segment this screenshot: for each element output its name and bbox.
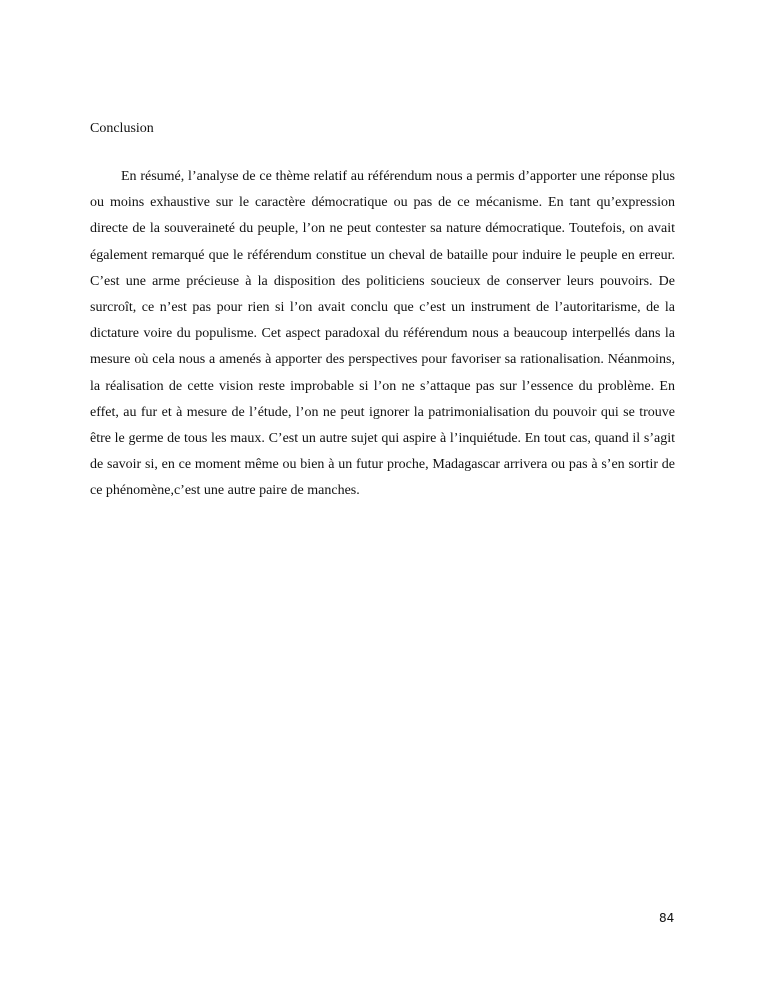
conclusion-paragraph: En résumé, l’analyse de ce thème relatif au référendum nous a permis d’apporter une réponse plus ou moins exhaustive sur le caractère démocratique ou pas de ce mécanisme. En tant qu’expression directe de la souveraineté du peuple, l’on ne peut contester sa nature démocratique. Toutefois, on avait également remarqué que le référendum constitue un cheval de bataille pour induire le peuple en erreur. C’est une arme précieuse à la disposition des politiciens soucieux de conserver leurs pouvoirs. De surcroît, ce n’est pas pour rien si l’on avait conclu que c’est un instrument de l’autoritarisme, de la dictature voire du populisme. Cet aspect paradoxal du référendum nous a beaucoup interpellés dans la mesure où cela nous a amenés à apporter des perspectives pour favoriser sa rationalisation. Néanmoins, la réalisation de cette vision reste improbable si l’on ne s’attaque pas sur l’essence du problème. En effet, au fur et à mesure de l’étude, l’on ne peut ignorer la patrimonialisation du pouvoir qui se trouve être le germe de tous les maux. C’est un autre sujet qui aspire à l’inquiétude. En tout cas, quand il s’agit de savoir si, en ce moment même ou bien à un futur proche, Madagascar arrivera ou pas à s’en sortir de ce phénomène,c’est une autre paire de manches. xyxy=(90,169,675,499)
page-number: 84 xyxy=(659,911,675,925)
section-heading: Conclusion xyxy=(90,121,154,136)
